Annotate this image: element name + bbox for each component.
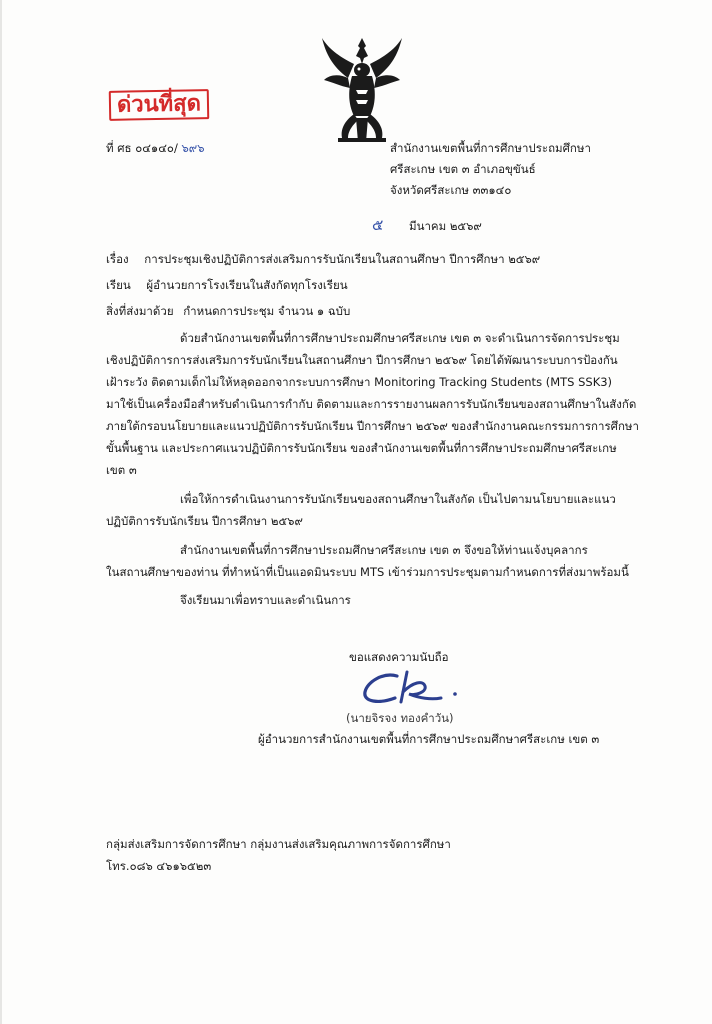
- body-paragraph-1-line-6: ขั้นพื้นฐาน และประกาศแนวปฏิบัติการรับนักเรียน ของสำนักงานเขตพื้นที่การศึกษาประถมศึกษาศรีสะเกษ: [106, 441, 617, 455]
- date-day-handwritten: ๕: [372, 216, 384, 234]
- garuda-emblem-icon: [318, 34, 406, 146]
- body-paragraph-1-line-3: เฝ้าระวัง ติดตามเด็กไม่ให้หลุดออกจากระบบการศึกษา Monitoring Tracking Students (MTS SSK3): [106, 375, 613, 389]
- document-date: [372, 217, 482, 234]
- body-paragraph-3-line-1: สำนักงานเขตพื้นที่การศึกษาประถมศึกษาศรีสะเกษ เขต ๓ จึงขอให้ท่านแจ้งบุคลากร: [180, 543, 588, 557]
- document-number-handwritten: ๖๙๖: [181, 141, 205, 155]
- body-paragraph-1-line-2: เชิงปฏิบัติการการส่งเสริมการรับนักเรียนในสถานศึกษา ปีการศึกษา ๒๕๖๙ โดยได้พัฒนาระบบการป้องกัน: [106, 353, 618, 367]
- body-paragraph-1-line-5: ภายใต้กรอบนโยบายและแนวปฏิบัติการรับนักเรียน ปีการศึกษา ๒๕๖๙ ของสำนักงานคณะกรรมการการศึกษา: [106, 419, 639, 433]
- closing-request: จึงเรียนมาเพื่อทราบและดำเนินการ: [180, 593, 351, 607]
- enclosure-text: กำหนดการประชุม จำนวน ๑ ฉบับ: [183, 304, 351, 318]
- body-paragraph-2-line-2: ปฏิบัติการรับนักเรียน ปีการศึกษา ๒๕๖๙: [106, 514, 303, 528]
- footer-department: กลุ่มส่งเสริมการจัดการศึกษา กลุ่มงานส่งเสริมคุณภาพการจัดการศึกษา: [106, 837, 451, 851]
- document-number: [106, 140, 205, 156]
- date-month-year: มีนาคม ๒๕๖๙: [409, 219, 482, 233]
- body-paragraph-1-line-1: ด้วยสำนักงานเขตพื้นที่การศึกษาประถมศึกษาศรีสะเกษ เขต ๓ จะดำเนินการจัดการประชุม: [180, 331, 620, 345]
- signer-title: ผู้อำนวยการสำนักงานเขตพื้นที่การศึกษาประถมศึกษาศรีสะเกษ เขต ๓: [258, 732, 600, 746]
- document-number-prefix: ที่ ศธ ๐๔๑๔๐/: [106, 141, 182, 155]
- office-province: จังหวัดศรีสะเกษ ๓๓๑๔๐: [390, 183, 512, 197]
- page-edge: [0, 0, 2, 1024]
- footer-phone: โทร.๐๘๖ ๔๖๑๖๕๒๓: [106, 859, 212, 873]
- subject-text: การประชุมเชิงปฏิบัติการส่งเสริมการรับนักเรียนในสถานศึกษา ปีการศึกษา ๒๕๖๙: [144, 252, 541, 266]
- body-paragraph-1-line-7: เขต ๓: [106, 463, 137, 477]
- subject-label: เรื่อง: [106, 252, 129, 266]
- office-name: สำนักงานเขตพื้นที่การศึกษาประถมศึกษา: [390, 141, 591, 155]
- handwritten-signature: [355, 668, 465, 710]
- complimentary-close: ขอแสดงความนับถือ: [349, 650, 449, 664]
- body-paragraph-2-line-1: เพื่อให้การดำเนินงานการรับนักเรียนของสถานศึกษาในสังกัด เป็นไปตามนโยบายและแนว: [180, 492, 616, 506]
- addressee-text: ผู้อำนวยการโรงเรียนในสังกัดทุกโรงเรียน: [146, 278, 348, 292]
- enclosure-label: สิ่งที่ส่งมาด้วย: [106, 304, 174, 318]
- urgent-stamp: ด่วนที่สุด: [109, 89, 209, 121]
- addressee-label: เรียน: [106, 278, 131, 292]
- addressee-line: [106, 277, 348, 293]
- subject-line: [106, 251, 540, 267]
- signer-name: (นายจิรจง ทองคำวัน): [346, 711, 454, 725]
- body-paragraph-1-line-4: มาใช้เป็นเครื่องมือสำหรับดำเนินการกำกับ ติดตามและการรายงานผลการรับนักเรียนของสถานศึกษาในสังกัด: [106, 397, 637, 411]
- enclosure-line: [106, 303, 350, 319]
- body-paragraph-3-line-2: ในสถานศึกษาของท่าน ที่ทำหน้าที่เป็นแอดมินระบบ MTS เข้าร่วมการประชุมตามกำหนดการที่ส่งมาพร้อมนี้: [106, 565, 629, 579]
- office-location: ศรีสะเกษ เขต ๓ อำเภอขุขันธ์: [390, 162, 536, 176]
